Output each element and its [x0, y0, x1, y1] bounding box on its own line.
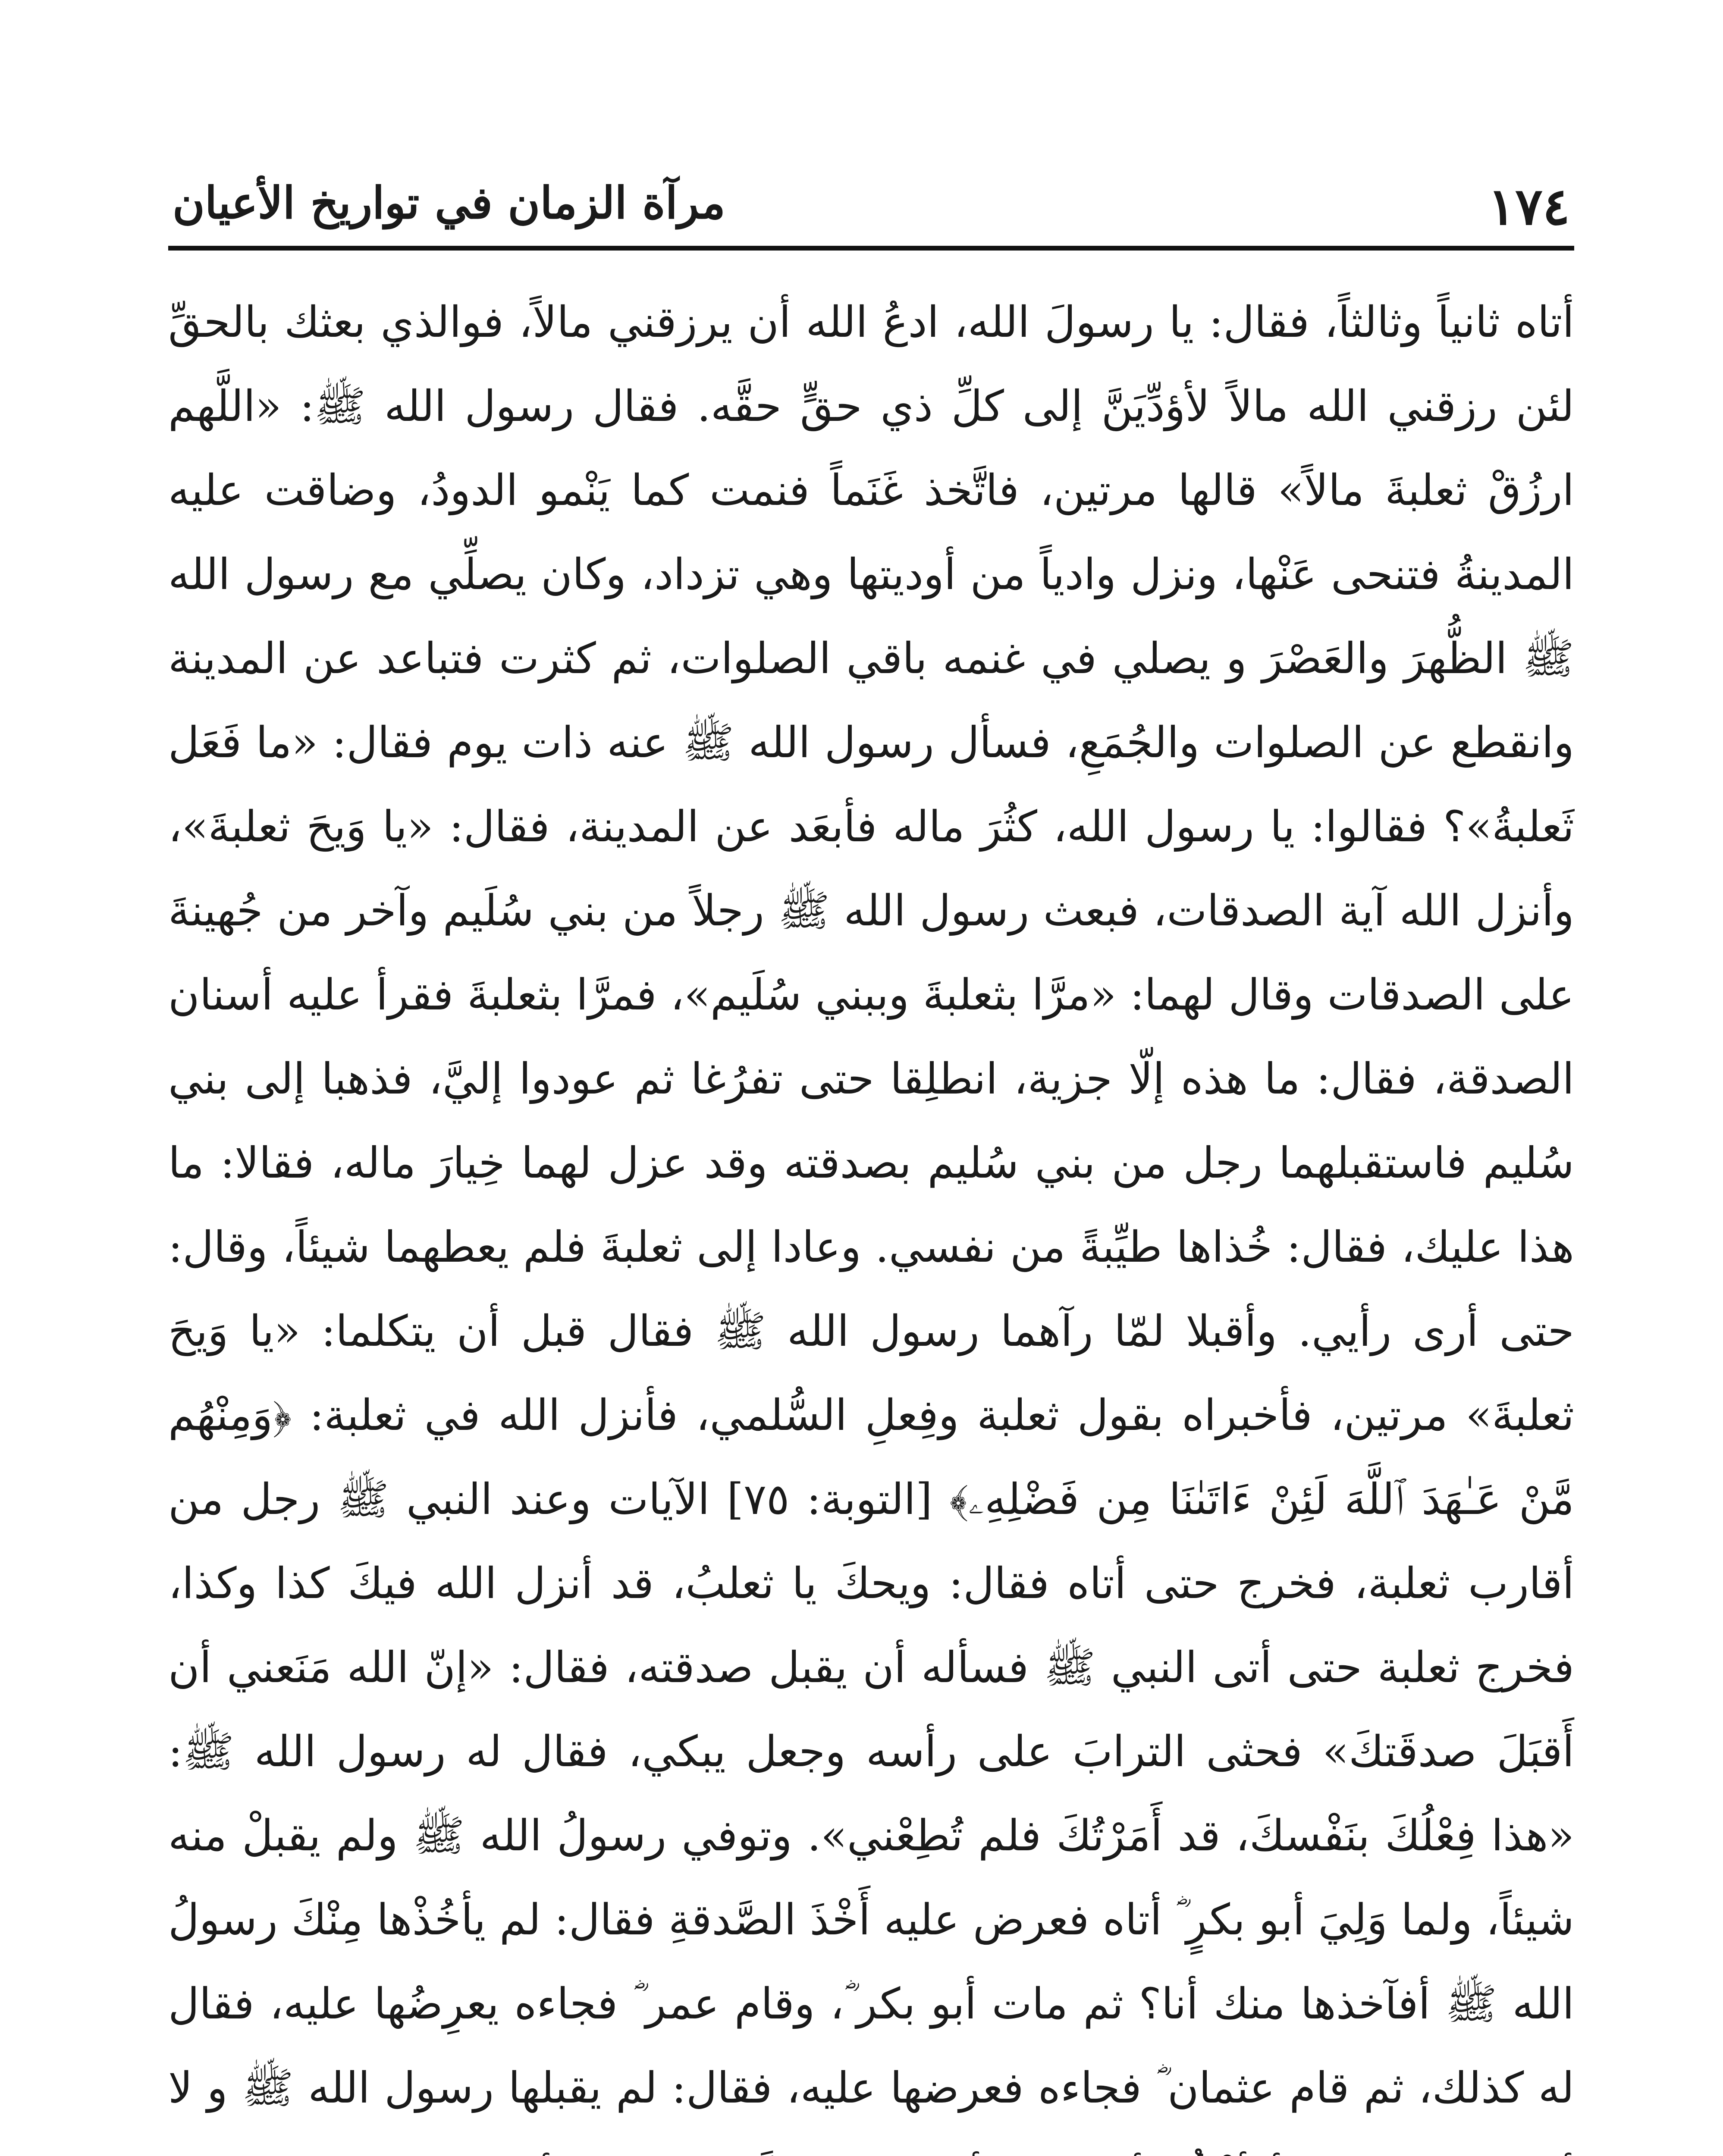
book-title: مرآة الزمان في تواريخ الأعيان — [173, 177, 725, 229]
main-text — [168, 280, 1574, 2156]
body-paragraph-text: أتاه ثانياً وثالثاً، فقال: يا رسولَ الله، ادعُ الله أن يرزقني مالاً، فوالذي بعثك بالحقِّ لئن رزقني الله مالاً لأؤدِّيَنَّ إلى كلِّ ذي حقٍّ حقَّه. فقال رسول الله ﷺ: «اللَّهم ارزُقْ ثعلبةَ مالاً» قالها مرتين، فاتَّخذ غَنَماً فنمت كما يَنْمو الدودُ، وضاقت عليه المدينةُ فتنحى عَنْها، ونزل وادياً من أوديتها وهي تزداد، وكان يصلِّي مع رسول الله ﷺ الظُّهرَ والعَصْرَ و يصلي في غنمه باقي الصلوات، ثم كثرت فتباعد عن المدينة وانقطع عن الصلوات والجُمَعِ، فسأل رسول الله ﷺ عنه ذات يوم فقال: «ما فَعَل ثَعلبةُ»؟ فقالوا: يا رسول الله، كثُرَ ماله فأبعَد عن المدينة، فقال: «يا وَيحَ ثعلبةَ»، وأنزل الله آية الصدقات، فبعث رسول الله ﷺ رجلاً من بني سُلَيم وآخر من جُهينةَ على الصدقات وقال لهما: «مرَّا بثعلبةَ وببني سُلَيم»، فمرَّا بثعلبةَ فقرأ عليه أسنان الصدقة، فقال: ما هذه إلّا جزية، انطلِقا حتى تفرُغا ثم عودوا إليَّ، فذهبا إلى بني سُليم فاستقبلهما رجل من بني سُليم بصدقته وقد عزل لهما خِيارَ ماله، فقالا: ما هذا عليك، فقال: خُذاها طيِّبةً من نفسي. وعادا إلى ثعلبةَ فلم يعطهما شيئاً، وقال: حتى أرى رأيي. وأقبلا لمّا رآهما رسول الله ﷺ فقال قبل أن يتكلما: «يا وَيحَ ثعلبةَ» مرتين، فأخبراه بقول ثعلبة وفِعلِ السُّلمي، فأنزل الله في ثعلبة: ﴿وَمِنْهُم مَّنْ عَـٰهَدَ ٱللَّهَ لَئِنْ ءَاتَىٰنَا مِن فَضْلِهِۦ﴾ [التوبة: ٧٥] الآيات وعند النبي ﷺ رجل من أقارب ثعلبة، فخرج حتى أتاه فقال: ويحكَ يا ثعلبُ، قد أنزل الله فيكَ كذا وكذا، فخرج ثعلبة حتى أتى النبي ﷺ فسأله أن يقبل صدقته، فقال: «إنّ الله مَنَعني أن أَقبَلَ صدقَتكَ» فحثى الترابَ على رأسه وجعل يبكي، فقال له رسول الله ﷺ: «هذا فِعْلُكَ بنَفْسكَ، قد أَمَرْتُكَ فلم تُطِعْني». وتوفي رسولُ الله ﷺ ولم يقبلْ منه شيئاً، ولما وَلِيَ أبو بكرٍ ؓ أتاه فعرض عليه أَخْذَ الصَّدقةِ فقال: لم يأخُذْها مِنْكَ رسولُ الله ﷺ أفآخذها منك أنا؟ ثم مات أبو بكر ؓ، وقام عمر ؓ فجاءه يعرِضُها عليه، فقال له كذلك، ثم قام عثمان ؓ فجاءه فعرضها عليه، فقال: لم يقبلها رسول الله ﷺ و لا — [168, 298, 1574, 2113]
body-paragraph — [168, 280, 1574, 2156]
page-number: ١٧٤ — [1488, 176, 1570, 236]
running-header — [168, 168, 1574, 254]
header-divider — [168, 246, 1574, 251]
